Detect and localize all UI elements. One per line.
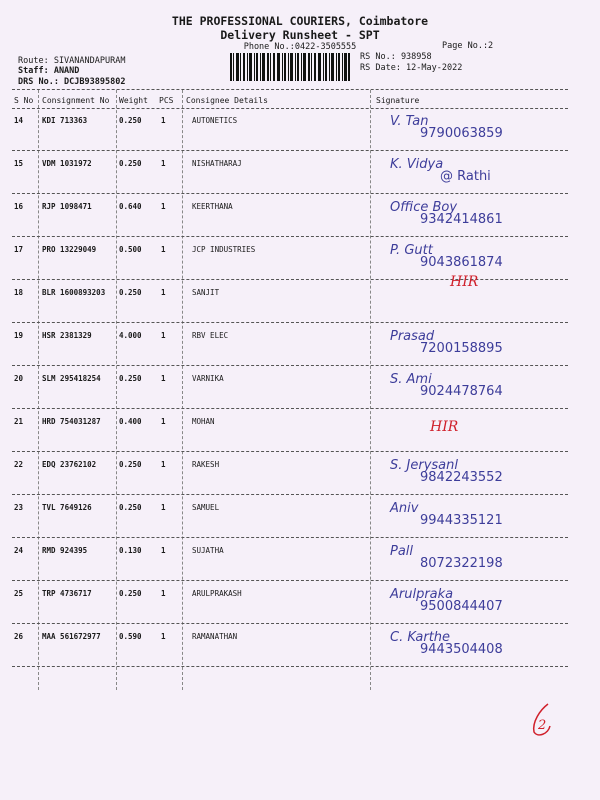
row-weight: 0.130 bbox=[119, 546, 142, 555]
route-label: Route: SIVANANDAPURAM bbox=[18, 56, 126, 66]
drs-number: DRS No.: DCJB93895802 bbox=[18, 77, 126, 87]
row-consignment-no: HRD 754031287 bbox=[42, 417, 101, 426]
row-consignment-no: KDI 713363 bbox=[42, 116, 88, 125]
row-consignment-no: MAA 561672977 bbox=[42, 632, 101, 641]
row-consignee: JCP INDUSTRIES bbox=[192, 245, 256, 254]
row-consignee: SANJIT bbox=[192, 288, 220, 297]
row-consignee: AUTONETICS bbox=[192, 116, 238, 125]
row-consignment-no: EDQ 23762102 bbox=[42, 460, 97, 469]
row-signature-phone: 9024478764 bbox=[420, 384, 503, 399]
row-pcs: 1 bbox=[161, 245, 166, 254]
row-consignee: SAMUEL bbox=[192, 503, 220, 512]
company-title: THE PROFESSIONAL COURIERS, Coimbatore bbox=[171, 14, 429, 28]
row-consignment-no: RJP 1098471 bbox=[42, 202, 92, 211]
table-row bbox=[0, 495, 600, 538]
table-row bbox=[0, 581, 600, 624]
row-weight: 0.500 bbox=[119, 245, 142, 254]
rs-number: RS No.: 938958 bbox=[360, 52, 432, 62]
row-signature: V. Tan bbox=[390, 114, 429, 129]
row-consignee: VARNIKA bbox=[192, 374, 224, 383]
table-row bbox=[0, 409, 600, 452]
row-signature-phone: 9944335121 bbox=[420, 513, 503, 528]
row-status-mark: HIR bbox=[450, 274, 479, 290]
row-consignment-no: VDM 1031972 bbox=[42, 159, 92, 168]
rs-date: RS Date: 12-May-2022 bbox=[360, 63, 463, 73]
row-weight: 0.590 bbox=[119, 632, 142, 641]
row-consignment-no: SLM 295418254 bbox=[42, 374, 101, 383]
col-sno: S No bbox=[14, 96, 34, 105]
row-consignment-no: TRP 4736717 bbox=[42, 589, 92, 598]
row-signature: S. Ami bbox=[390, 372, 432, 387]
row-signature-phone: 9842243552 bbox=[420, 470, 503, 485]
row-weight: 0.250 bbox=[119, 116, 142, 125]
row-pcs: 1 bbox=[161, 374, 166, 383]
row-sno: 19 bbox=[14, 331, 24, 340]
row-weight: 0.250 bbox=[119, 589, 142, 598]
row-consignment-no: HSR 2381329 bbox=[42, 331, 92, 340]
row-weight: 0.250 bbox=[119, 503, 142, 512]
table-row bbox=[0, 237, 600, 280]
table-row bbox=[0, 538, 600, 581]
col-weight: Weight bbox=[119, 96, 148, 105]
row-sno: 26 bbox=[14, 632, 24, 641]
row-sno: 14 bbox=[14, 116, 24, 125]
row-signature: P. Gutt bbox=[390, 243, 433, 258]
row-signature-phone: 7200158895 bbox=[420, 341, 503, 356]
page-number: Page No.:2 bbox=[442, 41, 494, 51]
row-consignee: ARULPRAKASH bbox=[192, 589, 242, 598]
row-signature: Arulpraka bbox=[390, 587, 454, 602]
table-row bbox=[0, 194, 600, 237]
row-weight: 0.250 bbox=[119, 159, 142, 168]
row-sno: 20 bbox=[14, 374, 24, 383]
phone-number: Phone No.:0422-3505555 bbox=[243, 42, 357, 52]
row-divider bbox=[12, 666, 568, 667]
row-pcs: 1 bbox=[161, 417, 166, 426]
row-consignee: RBV ELEC bbox=[192, 331, 229, 340]
table-row bbox=[0, 366, 600, 409]
col-consignment: Consignment No bbox=[42, 96, 110, 105]
row-sno: 23 bbox=[14, 503, 24, 512]
row-pcs: 1 bbox=[161, 546, 166, 555]
row-consignee: RAMANATHAN bbox=[192, 632, 238, 641]
row-sno: 15 bbox=[14, 159, 24, 168]
row-consignment-no: TVL 7649126 bbox=[42, 503, 92, 512]
row-consignment-no: RMD 924395 bbox=[42, 546, 88, 555]
table-row bbox=[0, 108, 600, 151]
runsheet-subtitle: Delivery Runsheet - SPT bbox=[220, 28, 380, 42]
row-signature: C. Karthe bbox=[390, 630, 451, 645]
page-mark: 2 bbox=[520, 700, 560, 740]
row-sno: 21 bbox=[14, 417, 24, 426]
row-consignee: RAKESH bbox=[192, 460, 220, 469]
row-sno: 17 bbox=[14, 245, 24, 254]
row-pcs: 1 bbox=[161, 589, 166, 598]
row-signature-phone: 9790063859 bbox=[420, 126, 503, 141]
row-pcs: 1 bbox=[161, 202, 166, 211]
row-signature-phone: 9342414861 bbox=[420, 212, 503, 227]
row-signature: K. Vidya bbox=[390, 157, 444, 172]
row-consignee: MOHAN bbox=[192, 417, 215, 426]
row-weight: 0.640 bbox=[119, 202, 142, 211]
row-signature-phone: @ Rathi bbox=[440, 169, 491, 184]
table-row bbox=[0, 274, 600, 323]
row-signature-phone: 9500844407 bbox=[420, 599, 503, 614]
row-signature-phone: 9043861874 bbox=[420, 255, 503, 270]
table-row bbox=[0, 624, 600, 667]
row-signature-phone: 9443504408 bbox=[420, 642, 503, 657]
row-signature: Pall bbox=[390, 544, 414, 559]
row-sno: 25 bbox=[14, 589, 24, 598]
staff-label: Staff: ANAND bbox=[18, 66, 80, 76]
table-row bbox=[0, 151, 600, 194]
row-weight: 0.250 bbox=[119, 460, 142, 469]
row-sno: 22 bbox=[14, 460, 24, 469]
row-signature-phone: 8072322198 bbox=[420, 556, 503, 571]
row-pcs: 1 bbox=[161, 159, 166, 168]
row-sno: 24 bbox=[14, 546, 24, 555]
col-pcs: PCS bbox=[159, 96, 174, 105]
row-pcs: 1 bbox=[161, 503, 166, 512]
header-top-rule bbox=[12, 89, 568, 90]
row-consignee: KEERTHANA bbox=[192, 202, 233, 211]
row-sno: 18 bbox=[14, 288, 24, 297]
row-consignee: SUJATHA bbox=[192, 546, 224, 555]
row-consignment-no: PRO 13229049 bbox=[42, 245, 97, 254]
row-signature: S. Jerysanl bbox=[390, 458, 458, 473]
row-weight: 0.400 bbox=[119, 417, 142, 426]
row-pcs: 1 bbox=[161, 288, 166, 297]
row-sno: 16 bbox=[14, 202, 24, 211]
table-row bbox=[0, 452, 600, 495]
row-pcs: 1 bbox=[161, 460, 166, 469]
row-consignment-no: BLR 1600893203 bbox=[42, 288, 106, 297]
row-status-mark: HIR bbox=[430, 419, 459, 435]
col-consignee: Consignee Details bbox=[186, 96, 268, 105]
row-weight: 0.250 bbox=[119, 288, 142, 297]
row-pcs: 1 bbox=[161, 331, 166, 340]
row-pcs: 1 bbox=[161, 116, 166, 125]
row-weight: 0.250 bbox=[119, 374, 142, 383]
row-weight: 4.000 bbox=[119, 331, 142, 340]
row-signature: Prasad bbox=[390, 329, 435, 344]
row-pcs: 1 bbox=[161, 632, 166, 641]
row-signature: Aniv bbox=[390, 501, 419, 516]
col-signature: Signature bbox=[376, 96, 420, 105]
barcode-image bbox=[230, 53, 350, 81]
row-signature: Office Boy bbox=[390, 200, 458, 215]
table-row bbox=[0, 323, 600, 366]
row-consignee: NISHATHARAJ bbox=[192, 159, 242, 168]
